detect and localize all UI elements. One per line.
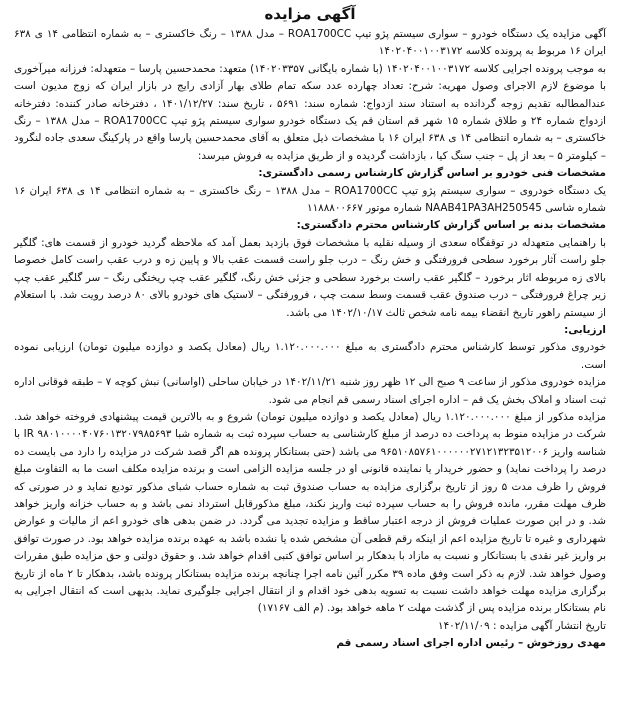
body-specs-heading: مشخصات بدنه بر اساس گزارش کارشناس محترم دادگستری: <box>296 219 606 232</box>
body-condition-paragraph: با راهنمایی متعهدله در توقفگاه سعدی از وسیله نقلیه با مشخصات فوق بازدید بعمل آمد که ملاحظه گردید خودرو از قسمت های: گلگیر جلو راست آثار برخورد سطحی فرورفتگی و خش رنگ – درب جلو راست قسمت عقب بالا و پایین زه و درب عقب راست کامل خصوصا بالای زه مربوطه اثار برخورد – گلگیر عقب راست برخورد سطحی و جزئی خش رنگ، گلگیر عقب چپ ریختگی رنگ – سر گلگیر عقب چپ زیر چراغ فرورفتگی – درب صندوق عقب قسمت وسط سمت چپ ، فرورفتگی – لاستیک های خودرو بالای ۸۰ درصد رویت شد. با استعلام از سیستم راهور تاریخ انقضاء بیمه نامه شخص ثالث ۱۴۰۲/۱۰/۱۷ می باشد. <box>14 236 606 319</box>
vehicle-specs-paragraph: یک دستگاه خودروی – سواری سیستم پژو تیپ ROA1700CC – مدل ۱۳۸۸ – رنگ خاکستری – به شماره انتظامی ۱۴ ی ۶۳۸ ایران ۱۶ شماره شاسی NAAB41PA3AH250545 شماره موتور ۱۱۸۸۸۰۰۶۶۷ <box>14 184 606 215</box>
page-title: آگهی مزایده <box>264 5 356 23</box>
appraisal-paragraph: خودروی مذکور توسط کارشناس محترم دادگستری به مبلغ ۱.۱۲۰.۰۰۰.۰۰۰ ریال (معادل یکصد و دوازده میلیون تومان) ارزیابی نموده است. <box>14 341 606 371</box>
signatory: مهدی روزخوش – رئیس اداره اجرای اسناد رسمی قم <box>336 637 606 650</box>
intro-paragraph: آگهی مزایده یک دستگاه خودرو – سواری سیستم پژو تیپ ROA1700CC – مدل ۱۳۸۸ – رنگ خاکستری – به شماره انتظامی ۱۴ ی ۶۳۸ ایران ۱۶ مربوط به پرونده کلاسه ۱۴۰۲۰۴۰۰۱۰۰۳۱۷۲ <box>14 28 606 58</box>
auction-time-paragraph: مزایده خودروی مذکور از ساعت ۹ صبح الی ۱۲ ظهر روز شنبه ۱۴۰۲/۱۱/۲۱ در خیابان ساحلی (اواسانی) نبش کوچه ۷ – طبقه فوقانی اداره ثبت اسناد و املاک بخش یک قم – اداره اجرای اسناد رسمی قم انجام می شود. <box>14 376 607 406</box>
appraisal-heading: ارزیابی: <box>564 323 606 336</box>
technical-specs-heading: مشخصات فنی خودرو بر اساس گزارش کارشناس رسمی دادگستری: <box>258 167 606 180</box>
case-details-paragraph: به موجب پرونده اجرایی کلاسه ۱۴۰۲۰۴۰۰۱۰۰۳۱۷۲ (با شماره بایگانی ۱۴۰۲۰۳۳۵۷) متعهد: محمدحسین پارسا – متعهدله: فرزانه میرآخوری با موضوع لازم الاجرای وصول مهریه: شرح: تعداد چهارده عدد سکه تمام طلای بهار آزادی رایج در بازار ایران که زوج مدیون است عندالمطالبه تقدیم زوجه گردانده به استناد سند ازدواج: شماره سند: ۵۶۹۱ ، تاریخ سند: ۱۴۰۱/۱۲/۲۷ ، دفترخانه صادر کننده: دفترخانه ازدواج شماره ۲۴ و طلاق شماره ۱۵ شهر قم استان قم یک دستگاه خودرو سواری سیستم پژو تیپ ROA1700CC – مدل ۱۳۸۸ – رنگ خاکستری – به شماره انتظامی ۱۴ ی ۶۳۸ ایران ۱۶ با مشخصات ذیل متعلق به آقای محمدحسین پارسا واقع در پارکینگ سعدی جاده لنگرود – کیلومتر ۵ – بعد از پل – جنب سنگ کیا ، بازداشت گردیده و از طریق مزایده به فروش میرسد: <box>14 62 606 162</box>
auction-terms-paragraph: مزایده مذکور از مبلغ ۱.۱۲۰.۰۰۰.۰۰۰ ریال (معادل یکصد و دوازده میلیون تومان) شروع و به بالاترین قیمت پیشنهادی فروخته خواهد شد. شرکت در مزایده منوط به پرداخت ده درصد از مبلغ کارشناسی به حساب سپرده ثبت به شماره شبا IR ۹۸۰۱۰۰۰۰۴۰۷۶۰۱۳۲۰۷۹۸۵۶۹۳ با شناسه واریز ۹۶۵۱۰۸۵۷۶۱۰۰۰۰۰۰۲۷۱۲۱۳۲۳۵۱۲۰۰۶ می باشد (حتی بستانکار پرونده هم اگر قصد شرکت در مزایده را دارد می بایست ده درصد را پرداخت نماید) و حضور خریدار یا نماینده قانونی او در جلسه مزایده الزامی است و برنده مزایده مکلف است ما به التفاوت مبلغ فروش را ظرف مدت ۵ روز از تاریخ برگزاری مزایده به حساب صندوق ثبت به شماره حساب شبای مذکور تودیع نماید و در صورتی که ظرف مهلت مقرر، مانده فروش را به حساب سپرده ثبت واریز نکند، مبلغ مذکورقابل استرداد نمی باشد و به حساب خزانه واریز خواهد شد. و در این صورت عملیات فروش از درجه اعتبار ساقط و مزایده تجدید می گردد. در ضمن بدهی های خودرو اعم از مالیات و عوارض شهرداری و غیره تا تاریخ مزایده اعم از اینکه رقم قطعی آن مشخص شده یا نشده باشد به عهده برنده مزایده خواهد بود. در صورت توافق بر واریز غیر نقدی با بستانکار و نسبت به مازاد با بدهکار بر اساس توافق کتبی اقدام خواهد شد. و حقوق دولتی و حق مزایده طبق مقررات وصول خواهد شد. لازم به ذکر است وفق ماده ۳۹ مکرر آئین نامه اجرا چنانچه برنده مزایده بستانکار پرونده باشد، بدهکار تا ۲ ماه از تاریخ برگزاری مزایده مهلت خواهد داشت نسبت به تسویه بدهی خود اقدام و از انتقال اجرایی جلوگیری نماید. بدیهی است که انتقال اجرایی به نام بستانکار برنده مزایده پس از گذشت مهلت ۲ ماهه خواهد بود. (م الف ۱۷۱۶۷) <box>14 410 607 615</box>
publication-date: تاریخ انتشار آگهی مزایده : ۱۴۰۲/۱۱/۰۹ <box>438 619 606 632</box>
